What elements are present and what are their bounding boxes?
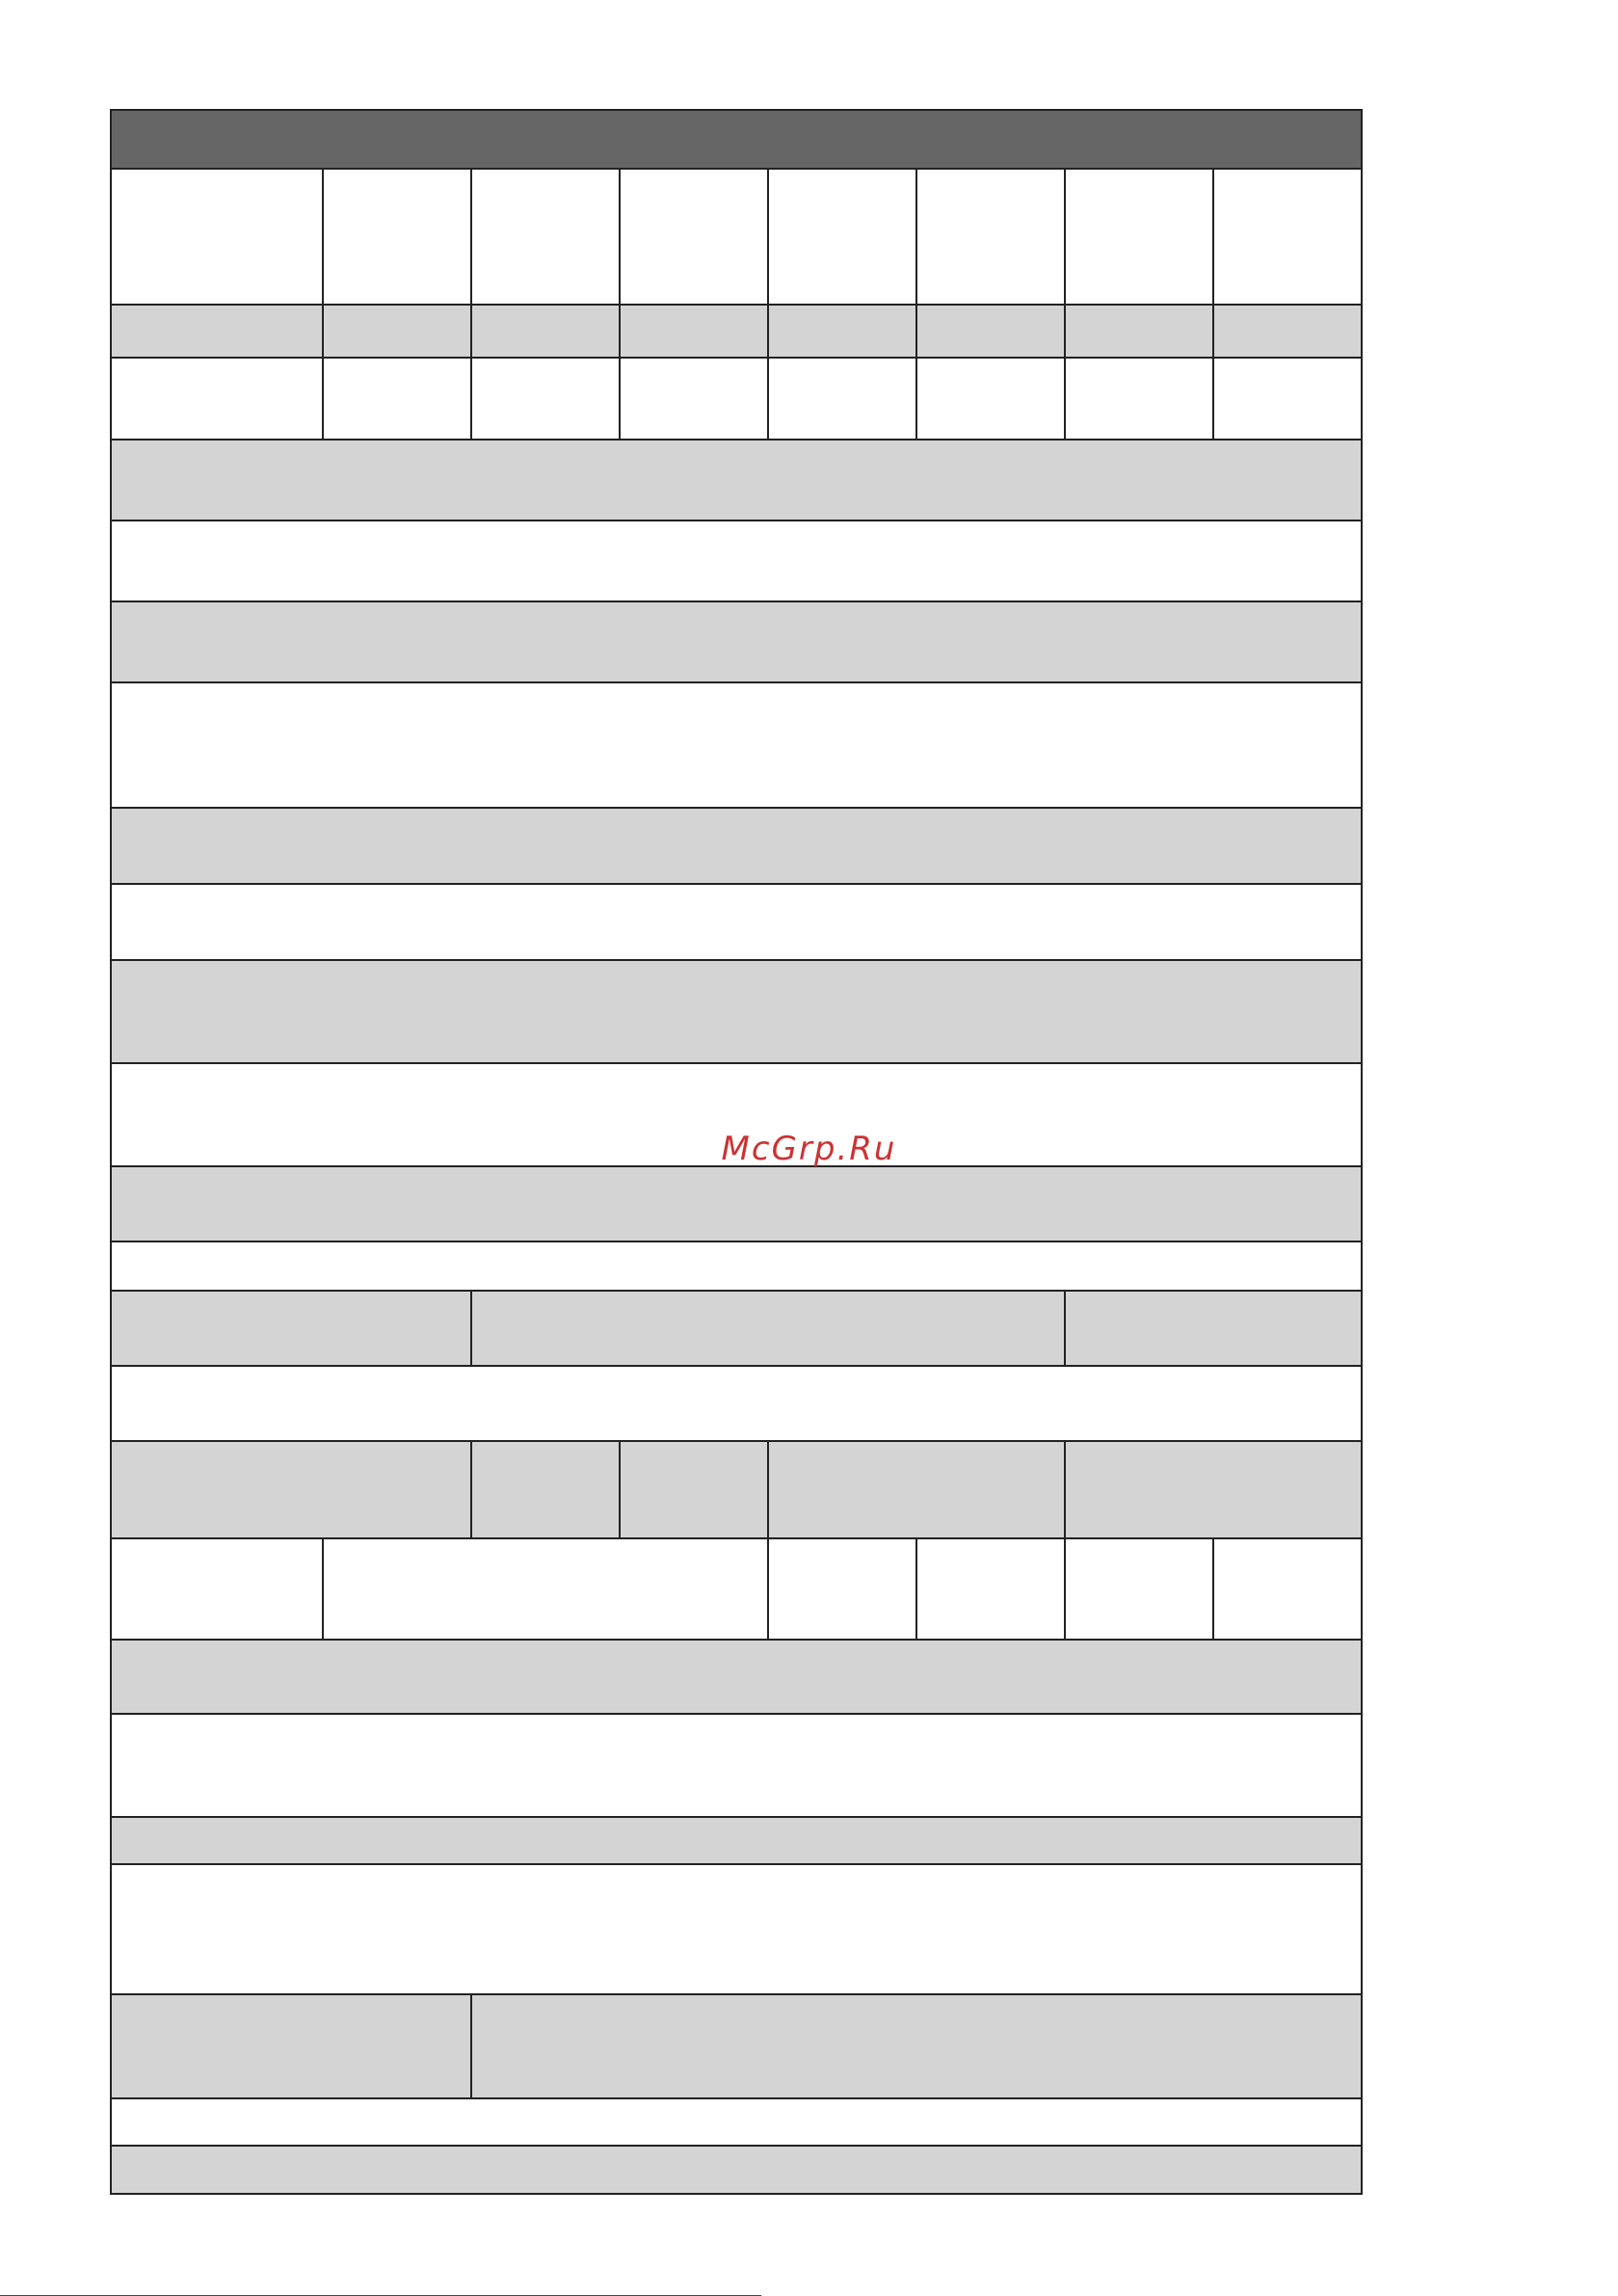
table-cell [767,304,917,359]
table-cell [110,681,1363,809]
table-cell [767,1440,1066,1539]
table-cell [110,1713,1363,1818]
table-cell [1064,357,1214,441]
table-cell [110,168,324,306]
table-cell [470,1290,1066,1367]
table-cell [915,168,1066,306]
table-cell [1064,304,1214,359]
table-cell [110,2145,1363,2195]
table-cell [110,1993,472,2099]
table-cell [110,1241,1363,1292]
table-cell [1064,168,1214,306]
table-cell [110,1639,1363,1715]
table-cell [322,304,472,359]
table-cell [110,520,1363,602]
table-cell [110,1365,1363,1442]
table-cell [767,168,917,306]
table-cell [110,601,1363,683]
table-cell [470,304,621,359]
table-cell [619,304,769,359]
table-cell [110,1816,1363,1865]
table-cell [1212,1537,1363,1641]
table-cell [110,304,324,359]
table-cell [915,304,1066,359]
table-cell [619,357,769,441]
table-cell [322,168,472,306]
table-cell [767,357,917,441]
table-cell [1064,1290,1363,1367]
table-cell [1212,304,1363,359]
table-cell [470,1993,1363,2099]
table-cell [619,168,769,306]
table-cell [110,439,1363,521]
table-cell [1064,1537,1214,1641]
spec-table [110,109,1510,2187]
table-cell [110,1863,1363,1995]
table-cell [767,1537,917,1641]
table-cell [110,1440,472,1539]
table-cell [915,357,1066,441]
table-cell [110,1062,1363,1167]
table-cell [110,2097,1363,2147]
table-cell [1212,357,1363,441]
table-cell [110,357,324,441]
table-cell [1212,168,1363,306]
table-cell [322,357,472,441]
table-cell [110,883,1363,961]
table-cell [619,1440,769,1539]
table-cell [110,807,1363,885]
table-cell [110,1165,1363,1242]
table-header-bar [110,109,1363,170]
table-cell [110,959,1363,1064]
table-cell [1064,1440,1363,1539]
table-cell [470,1440,621,1539]
watermark: McGrp.Ru [721,1130,897,1168]
table-cell [470,357,621,441]
table-cell [322,1537,769,1641]
table-cell [110,1290,472,1367]
table-cell [470,168,621,306]
table-cell [110,1537,324,1641]
table-cell [915,1537,1066,1641]
